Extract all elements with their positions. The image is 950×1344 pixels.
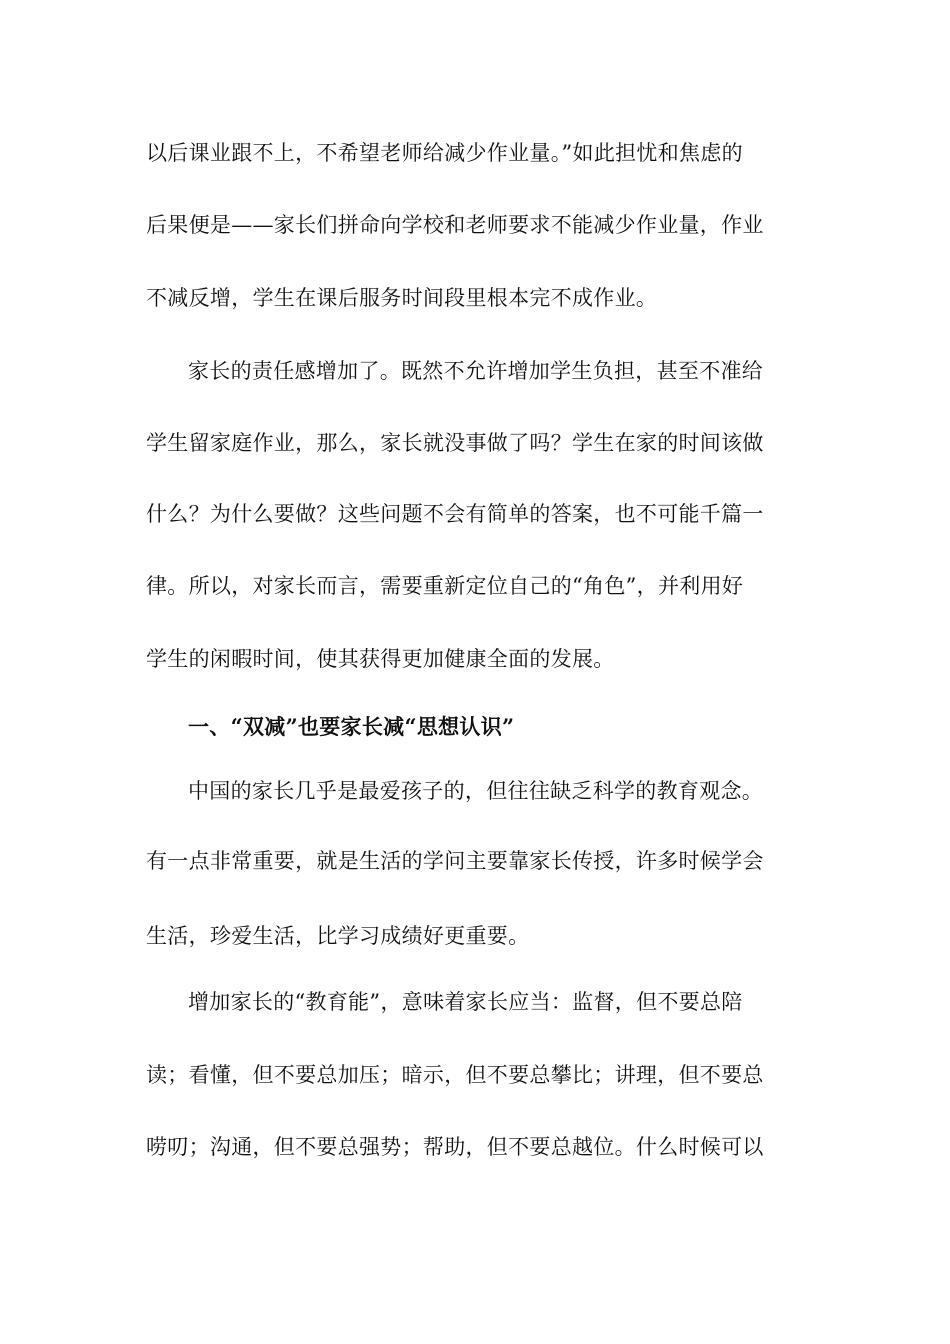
paragraph-line: 唠叨；沟通，但不要总强势；帮助，但不要总越位。什么时候可以 <box>146 1135 764 1159</box>
paragraph-line: 不减反增，学生在课后服务时间段里根本完不成作业。 <box>146 286 658 310</box>
paragraph-line: 学生的闲暇时间，使其获得更加健康全面的发展。 <box>146 647 615 671</box>
paragraph-line: 什么？为什么要做？这些问题不会有简单的答案，也不可能千篇一 <box>146 502 764 526</box>
section-heading: 一、“双减”也要家长减“思想认识” <box>188 714 515 739</box>
paragraph-line: 增加家长的“教育能”，意味着家长应当：监督，但不要总陪 <box>188 990 743 1014</box>
paragraph-line: 读；看懂，但不要总加压；暗示，但不要总攀比；讲理，但不要总 <box>146 1063 764 1087</box>
paragraph-line: 有一点非常重要，就是生活的学问主要靠家长传授，许多时候学会 <box>146 849 764 873</box>
paragraph-line: 律。所以，对家长而言，需要重新定位自己的“角色”，并利用好 <box>146 574 744 598</box>
paragraph-line: 生活，珍爱生活，比学习成绩好更重要。 <box>146 924 530 948</box>
paragraph-line: 以后课业跟不上，不希望老师给减少作业量。”如此担忧和焦虑的 <box>146 141 743 165</box>
paragraph-line: 中国的家长几乎是最爱孩子的，但往往缺乏科学的教育观念。 <box>188 779 764 803</box>
paragraph-line: 后果便是——家长们拼命向学校和老师要求不能减少作业量，作业 <box>146 213 764 237</box>
paragraph-line: 家长的责任感增加了。既然不允许增加学生负担，甚至不准给 <box>188 359 764 383</box>
paragraph-line: 学生留家庭作业，那么，家长就没事做了吗？学生在家的时间该做 <box>146 431 764 455</box>
